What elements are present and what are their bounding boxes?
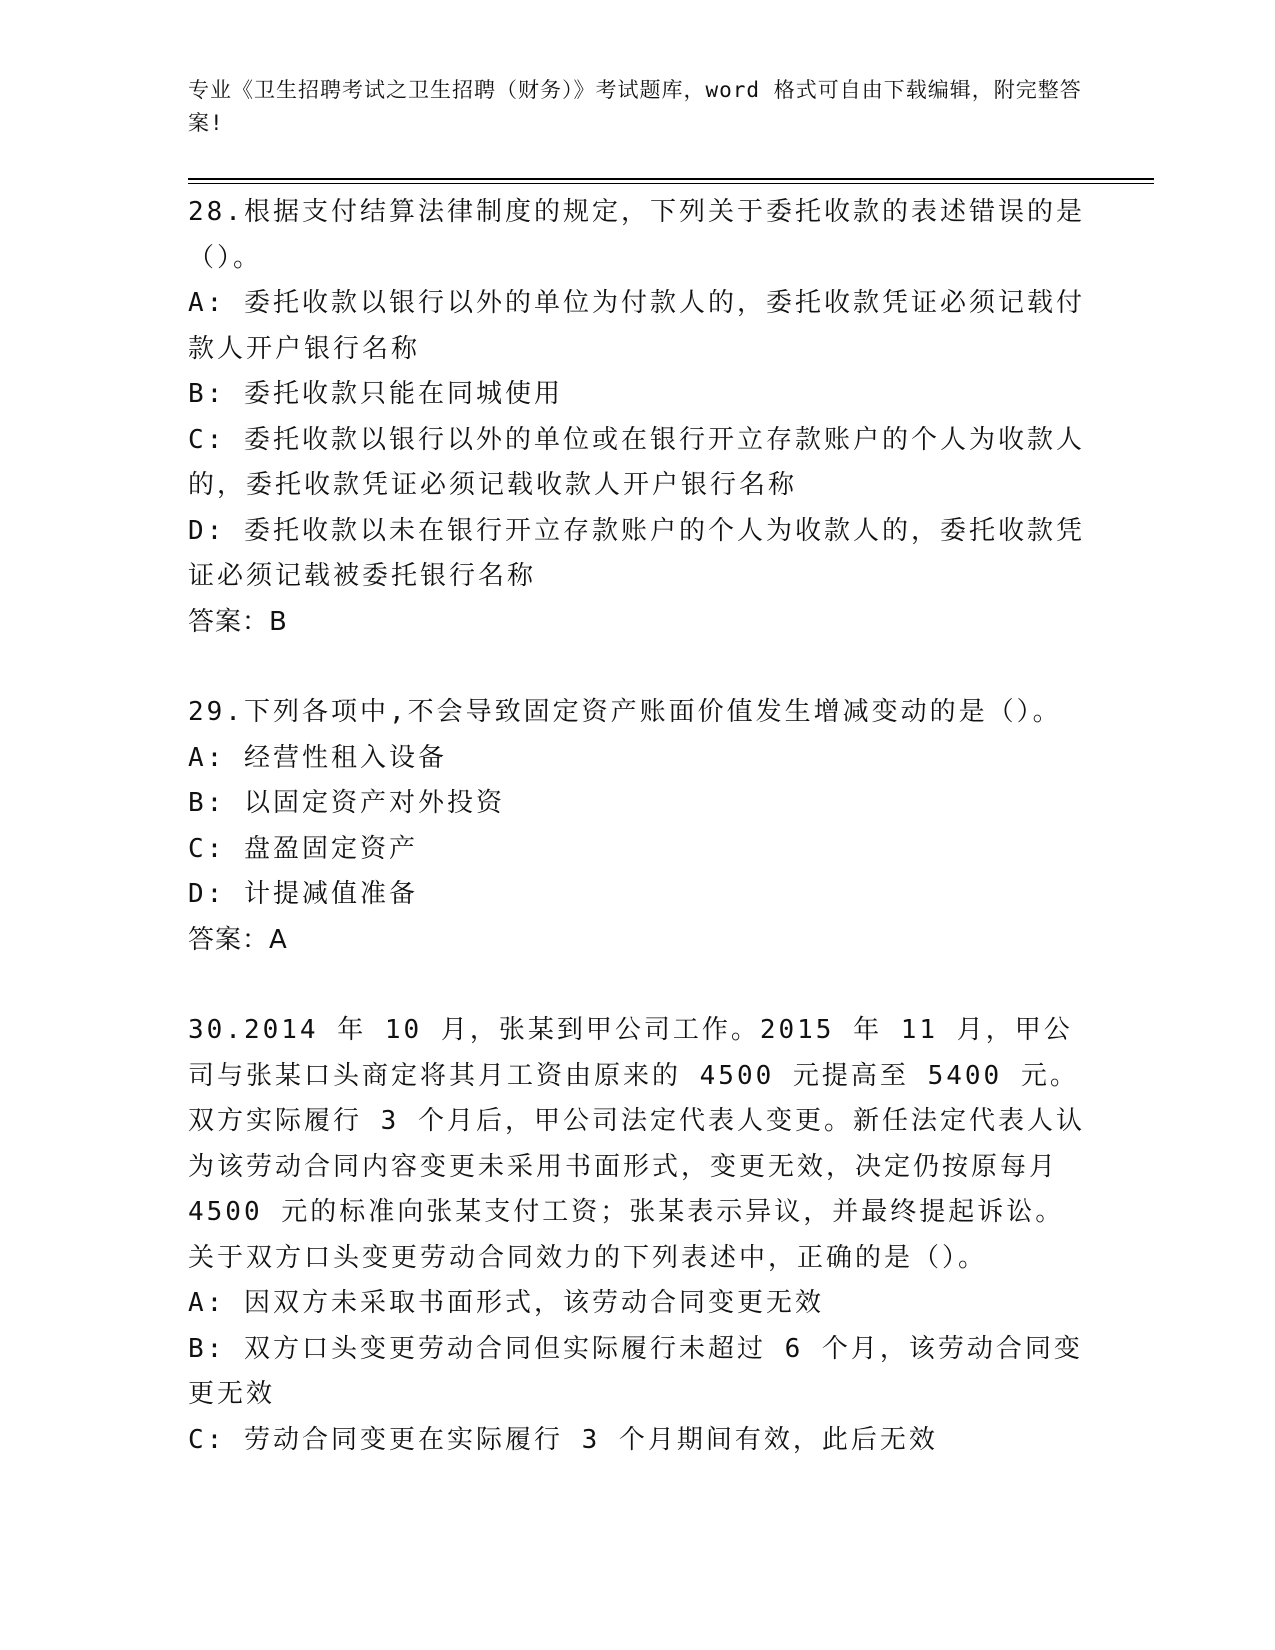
option-c: C: 盘盈固定资产 xyxy=(188,833,418,864)
question-29 xyxy=(188,690,1088,963)
option-b: B: 双方口头变更劳动合同但实际履行未超过 6 个月，该劳动合同变更无效 xyxy=(188,1333,1083,1409)
question-spacer xyxy=(188,645,1088,690)
question-stem: 30.2014 年 10 月，张某到甲公司工作。2015 年 11 月，甲公司与张某口头商定将其月工资由原来的 4500 元提高至 5400 元。双方实际履行 3 个月后，甲公司法定代表人变更。新任法定代表人认为该劳动合同内容变更未采用书面形式，变更无效，决定仍按原每月 4500 元的标准向张某支付工资；张某表示异议，并最终提起诉讼。关于双方口头变更劳动合同效力的下列表述中，正确的是（）。 xyxy=(188,1015,1085,1273)
option-d: D: 计提减值准备 xyxy=(188,879,418,909)
option-c: C: 劳动合同变更在实际履行 3 个月期间有效，此后无效 xyxy=(188,1424,938,1455)
answer: 答案：B xyxy=(188,606,288,637)
question-list xyxy=(188,190,1088,1463)
option-b: B: 委托收款只能在同城使用 xyxy=(188,379,563,409)
option-a: A: 委托收款以银行以外的单位为付款人的，委托收款凭证必须记载付款人开户银行名称 xyxy=(188,288,1085,364)
question-28 xyxy=(188,190,1088,645)
question-stem: 28.根据支付结算法律制度的规定，下列关于委托收款的表述错误的是（）。 xyxy=(188,197,1085,273)
document-intro: 专业《卫生招聘考试之卫生招聘（财务）》考试题库，word 格式可自由下载编辑，附完整答案! xyxy=(188,78,1082,135)
question-stem: 29.下列各项中,不会导致固定资产账面价值发生增减变动的是（）。 xyxy=(188,697,1062,727)
option-c: C: 委托收款以银行以外的单位或在银行开立存款账户的个人为收款人的，委托收款凭证必须记载收款人开户银行名称 xyxy=(188,424,1085,500)
option-a: A: 因双方未采取书面形式，该劳动合同变更无效 xyxy=(188,1288,824,1318)
option-d: D: 委托收款以未在银行开立存款账户的个人为收款人的，委托收款凭证必须记载被委托银行名称 xyxy=(188,515,1085,591)
header-divider-thin xyxy=(188,183,1154,184)
question-30 xyxy=(188,1008,1088,1463)
answer: 答案：A xyxy=(188,924,288,955)
question-spacer xyxy=(188,963,1088,1008)
option-b: B: 以固定资产对外投资 xyxy=(188,788,505,818)
header-divider-thick xyxy=(188,178,1154,180)
option-a: A: 经营性租入设备 xyxy=(188,742,447,773)
